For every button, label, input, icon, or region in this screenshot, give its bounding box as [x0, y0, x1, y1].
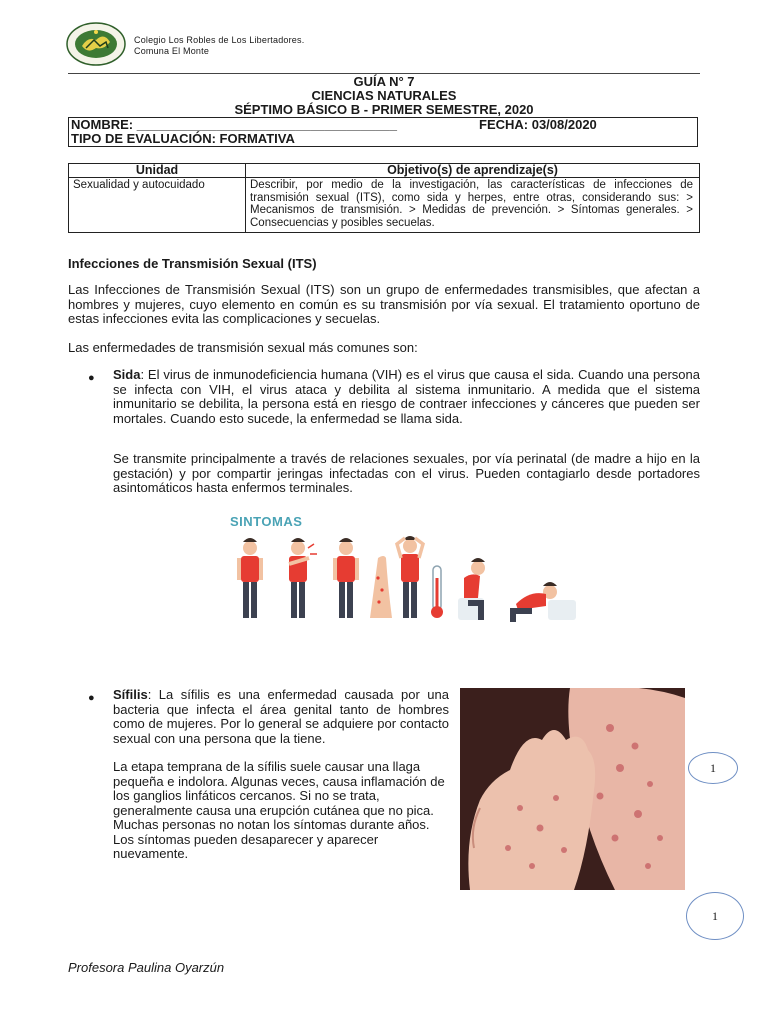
figure-5-toilet [458, 558, 485, 620]
teacher-signature: Profesora Paulina Oyarzún [68, 960, 225, 975]
sida-text: : El virus de inmunodeficiencia humana (VIH) es el virus que causa el sida. Cuando una persona se infecta con VIH, el virus ataca y debilita al sistema inmunitario. A medida que el sistema inmunitario se debilita, la persona está en riesgo de contraer infecciones y cánceres que pueden ser mortales. Cuando esto sucede, la enfermedad se llama sida. [113, 367, 700, 426]
table-header-objectives: Objetivo(s) de aprendizaje(s) [246, 164, 700, 178]
figure-1 [237, 538, 263, 618]
evaluation-type: TIPO DE EVALUACIÓN: FORMATIVA [71, 131, 295, 146]
guide-title: GUÍA N° 7 [353, 74, 415, 89]
student-info-box [68, 117, 698, 147]
figure-4 [397, 536, 423, 618]
thermometer-icon [431, 566, 443, 618]
common-diseases-paragraph: Las enfermedades de transmisión sexual más comunes son: [68, 340, 418, 355]
bullet-icon: ● [88, 692, 95, 704]
figure-2 [289, 538, 317, 618]
figure-3 [333, 538, 359, 618]
symptoms-illustration [228, 508, 588, 632]
sida-paragraph [113, 368, 700, 426]
sifilis-paragraph [113, 688, 449, 746]
unit-objectives-table [68, 163, 700, 233]
intro-paragraph: Las Infecciones de Transmisión Sexual (ITS) son un grupo de enfermedades transmisibles, que afectan a hombres y mujeres, cuyo elemento en común es su transmisión por vía sexual. El tratamiento oportuno de estas infecciones evita las complicaciones y secuelas. [68, 282, 700, 326]
sifilis-stage-paragraph: La etapa temprana de la sífilis suele causar una llaga pequeña e indolora. Algunas veces, causa inflamación de los ganglios linfáticos cercanos. Si no se trata, generalmente causa una erupción cutánea que no pica. Muchas personas no notan los síntomas durante años. Los síntomas pueden desaparecer y aparecer nuevamente. [113, 759, 445, 861]
figure-6-vomiting [510, 582, 576, 622]
school-logo [66, 22, 126, 66]
school-name [134, 35, 304, 57]
unit-cell: Sexualidad y autocuidado [69, 178, 246, 233]
symptoms-caption: SINTOMAS [230, 514, 303, 529]
table-header-unit: Unidad [69, 164, 246, 178]
sida-transmission-paragraph: Se transmite principalmente a través de relaciones sexuales, por vía perinatal (de madre a hijo en la gestación) y por compartir jeringas infectadas con el virus. Pueden contagiarlo desde portadores asintomáticos hasta enfermos terminales. [113, 451, 700, 495]
name-field: NOMBRE: ____________________________________ [71, 117, 397, 132]
date-field: FECHA: 03/08/2020 [479, 117, 597, 132]
rash-arm [370, 556, 392, 618]
document-titles [68, 75, 700, 117]
page-number-bubble: 1 [686, 892, 744, 940]
school-line-1: Colegio Los Robles de Los Libertadores. [134, 35, 305, 45]
table-row [69, 178, 700, 233]
sifilis-text: : La sífilis es una enfermedad causada por una bacteria que infecta el área genital tanto de hombres como de mujeres. Por lo general se adquiere por contacto sexual con una persona que la tiene. [113, 687, 449, 746]
page-header [66, 22, 700, 74]
page-number-bubble: 1 [688, 752, 738, 784]
objective-cell: Describir, por medio de la investigación, las características de infecciones de transmisión sexual (ITS), como sida y herpes, entre otras, considerando sus: > Mecanismos de transmisión. > Medidas de prevención. > Síntomas generales. > Consecuencias y posibles secuelas. [246, 178, 700, 233]
subject-title: CIENCIAS NATURALES [311, 88, 457, 103]
table-header-row [69, 164, 700, 178]
bullet-icon: ● [88, 372, 95, 384]
syphilis-rash-photo [460, 688, 685, 890]
sifilis-term: Sífilis [113, 687, 148, 702]
school-line-2: Comuna El Monte [134, 46, 210, 56]
course-title: SÉPTIMO BÁSICO B - PRIMER SEMESTRE, 2020 [234, 102, 534, 117]
sida-term: Sida [113, 367, 141, 382]
section-title: Infecciones de Transmisión Sexual (ITS) [68, 256, 317, 271]
